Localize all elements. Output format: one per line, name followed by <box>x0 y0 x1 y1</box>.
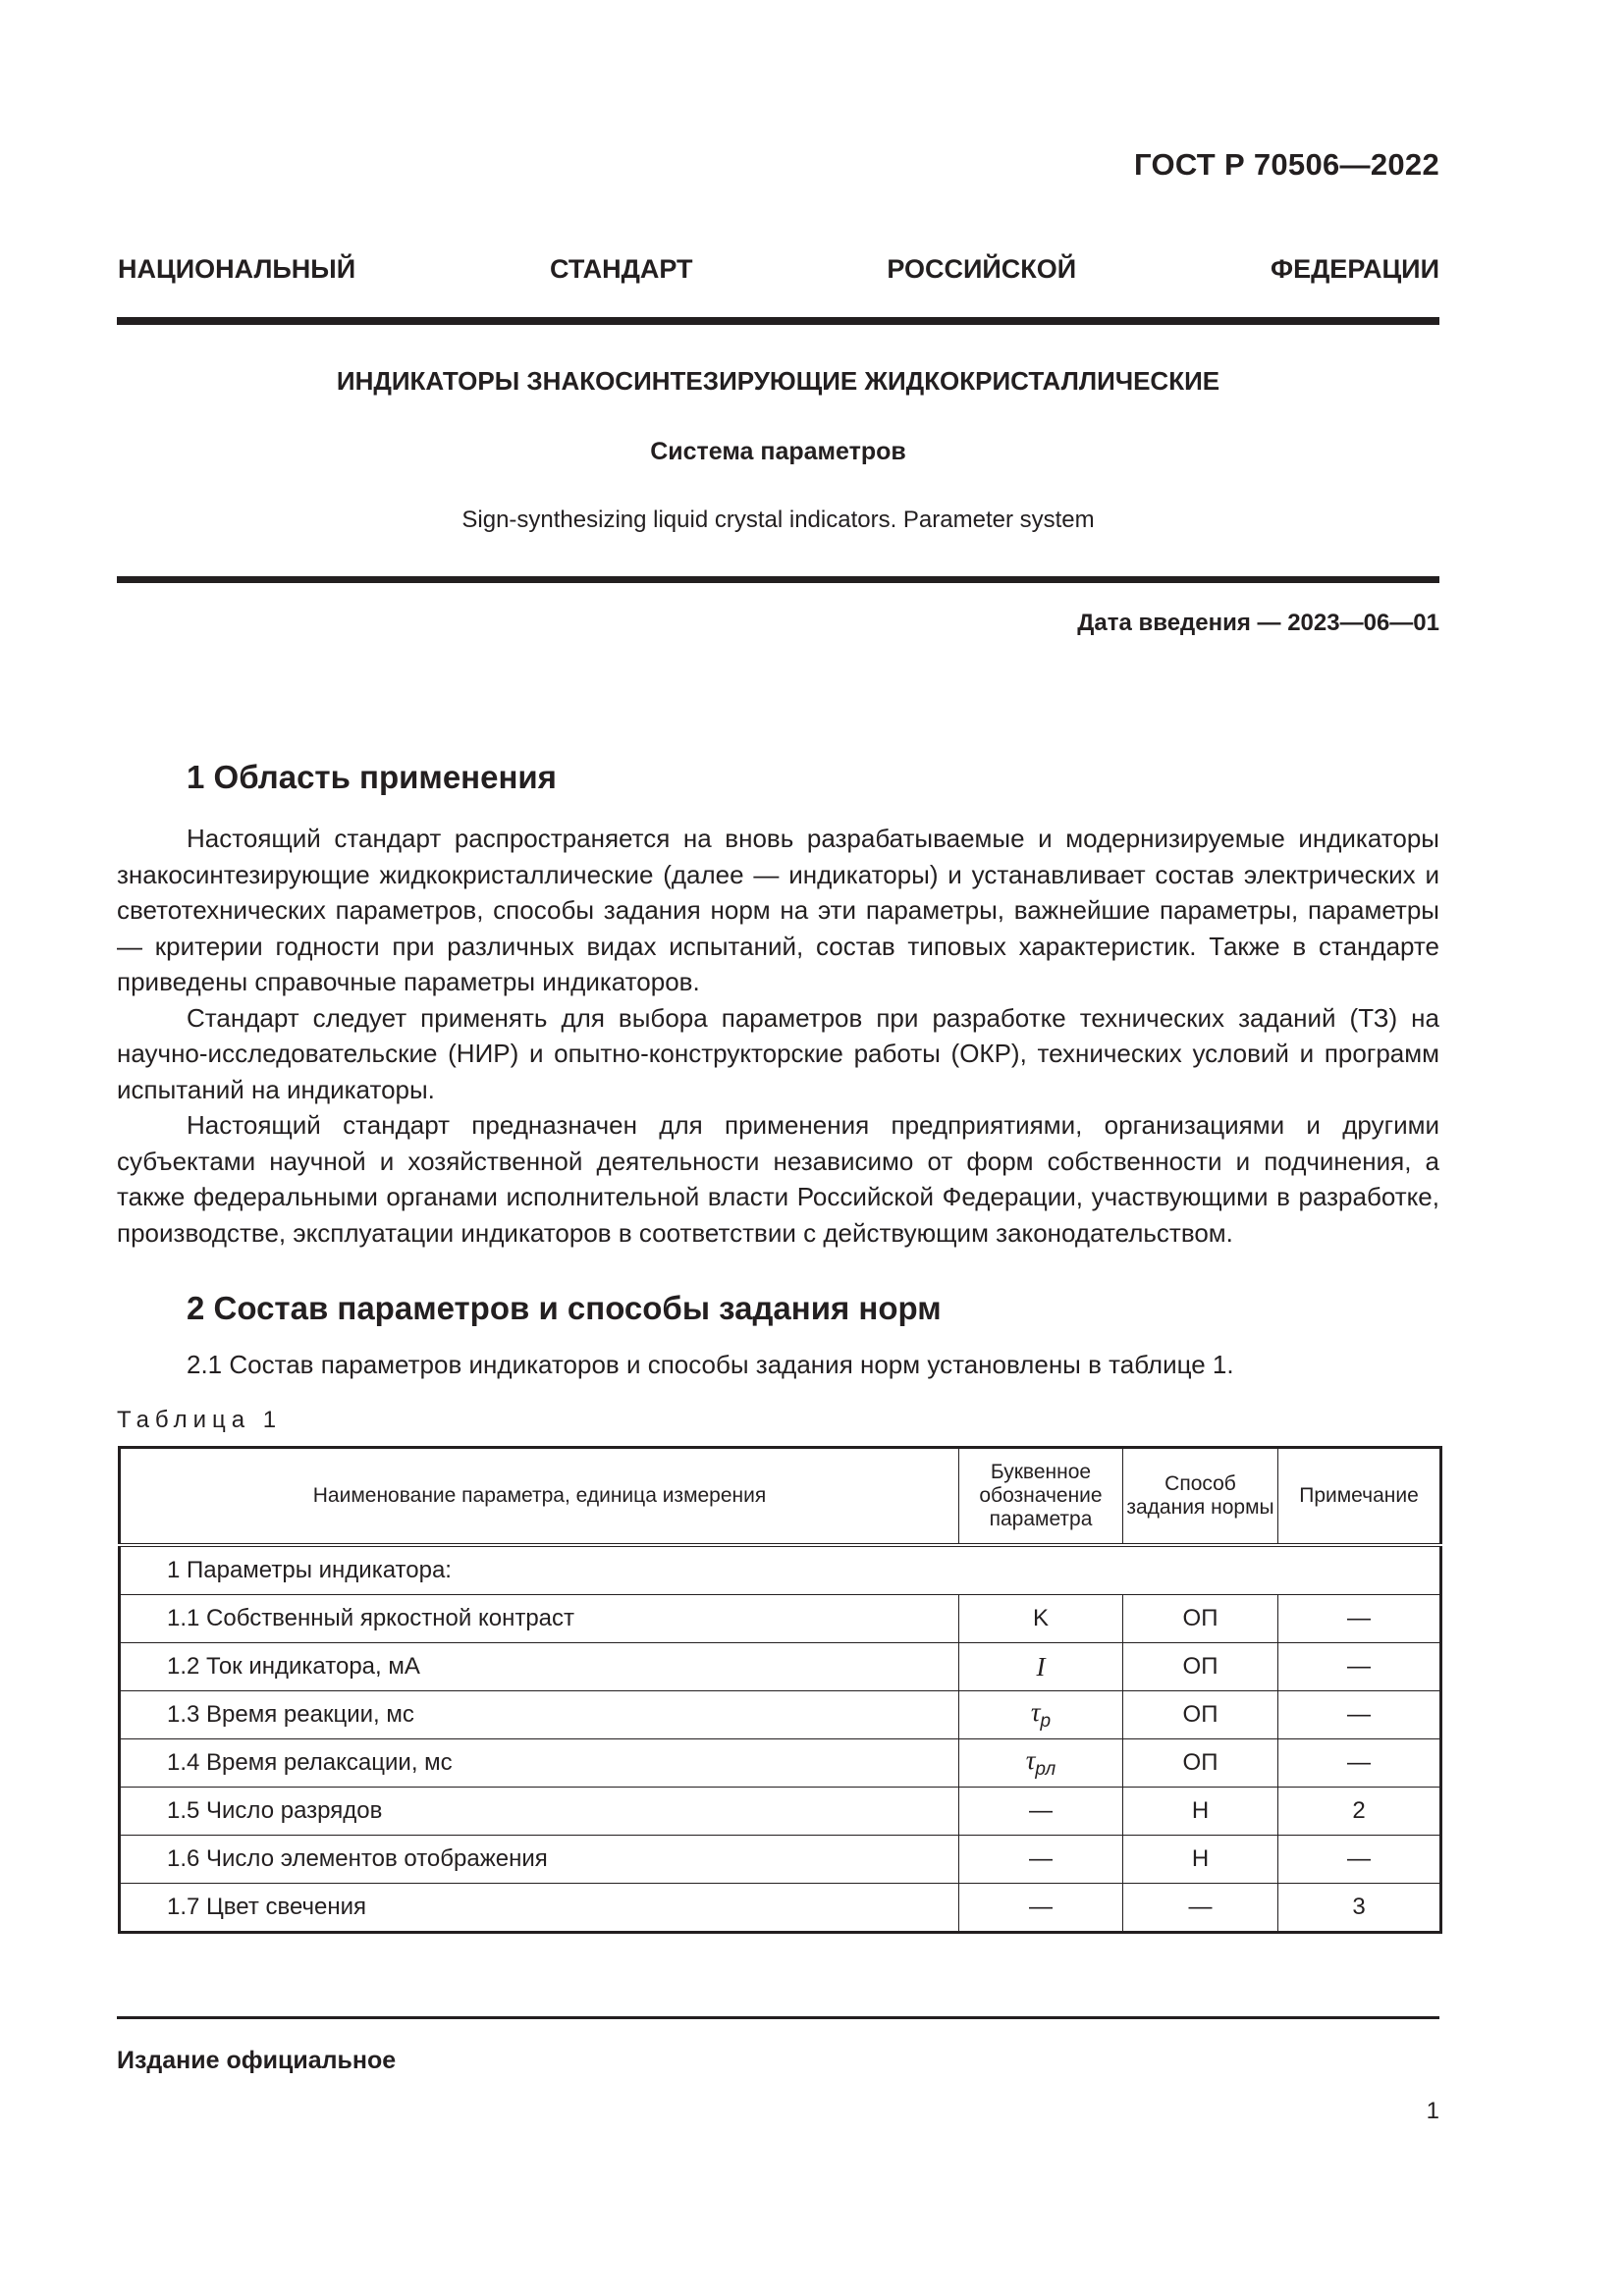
section-1-paragraph: Настоящий стандарт предназначен для применения предприятиями, организациями и другими субъектами научной и хозяйственной деятельности независимо от форм собственности и подчинения, а также федеральными органами исполнительной власти Российской Федерации, участвующими в разработке, производстве, эксплуатации индикаторов в соответствии с действующим законодательством. <box>117 1110 1439 1248</box>
footer-rule <box>117 2016 1439 2019</box>
note: — <box>1278 1691 1441 1739</box>
parameters-table <box>118 1446 1442 1934</box>
document-subtitle: Система параметров <box>650 438 906 465</box>
table-row <box>120 1595 1441 1643</box>
parameter-name: 1.1 Собственный яркостной контраст <box>120 1595 959 1643</box>
symbol-subscript: рл <box>1035 1759 1056 1780</box>
header-parameter-name: Наименование параметра, единица измерения <box>120 1448 959 1546</box>
parameter-symbol: — <box>959 1788 1123 1836</box>
table-group-row <box>120 1545 1441 1595</box>
note: — <box>1278 1836 1441 1884</box>
note: — <box>1278 1643 1441 1691</box>
parameter-symbol: — <box>959 1836 1123 1884</box>
table-header-row <box>120 1448 1441 1546</box>
table-caption: Таблица 1 <box>117 1407 283 1433</box>
gost-number: ГОСТ Р 70506—2022 <box>1134 147 1439 182</box>
parameter-symbol: — <box>959 1884 1123 1933</box>
group-label: 1 Параметры индикатора: <box>120 1545 1441 1595</box>
norm-method: — <box>1123 1884 1278 1933</box>
document-title: ИНДИКАТОРЫ ЗНАКОСИНТЕЗИРУЮЩИЕ ЖИДКОКРИСТАЛЛИЧЕСКИЕ <box>336 366 1220 396</box>
page-number: 1 <box>1426 2098 1439 2124</box>
section-1-paragraph: Настоящий стандарт распространяется на вновь разрабатываемые и модернизируемые индикаторы знакосинтезирующие жидкокристаллические (далее — индикаторы) и устанавливает состав электрических и светотехнических параметров, способы задания норм на эти параметры, важнейшие параметры, параметры — критерии годности при различных видах испытаний, состав типовых характеристик. Также в стандарте приведены справочные параметры индикаторов. <box>117 824 1439 996</box>
english-title: Sign-synthesizing liquid crystal indicators. Parameter system <box>461 507 1095 533</box>
parameter-symbol <box>959 1739 1123 1788</box>
table-row <box>120 1788 1441 1836</box>
parameter-name: 1.3 Время реакции, мс <box>120 1691 959 1739</box>
parameter-name: 1.7 Цвет свечения <box>120 1884 959 1933</box>
note: — <box>1278 1595 1441 1643</box>
parameter-symbol <box>959 1643 1123 1691</box>
section-2-heading: 2 Состав параметров и способы задания норм <box>187 1290 942 1326</box>
paragraph-2-1: 2.1 Состав параметров индикаторов и способы задания норм установлены в таблице 1. <box>187 1350 1234 1379</box>
norm-method: ОП <box>1123 1691 1278 1739</box>
norm-method: Н <box>1123 1788 1278 1836</box>
note: 2 <box>1278 1788 1441 1836</box>
table-row <box>120 1643 1441 1691</box>
header-norm-method: Способ задания нормы <box>1123 1448 1278 1546</box>
parameter-name: 1.6 Число элементов отображения <box>120 1836 959 1884</box>
parameter-name: 1.4 Время релаксации, мс <box>120 1739 959 1788</box>
top-rule <box>117 317 1439 325</box>
official-edition: Издание официальное <box>117 2047 397 2074</box>
parameter-name: 1.2 Ток индикатора, мА <box>120 1643 959 1691</box>
section-1-body <box>117 821 1439 1251</box>
norm-method: ОП <box>1123 1739 1278 1788</box>
note: 3 <box>1278 1884 1441 1933</box>
symbol-main: K <box>1032 1605 1049 1631</box>
norm-method: ОП <box>1123 1643 1278 1691</box>
parameter-name: 1.5 Число разрядов <box>120 1788 959 1836</box>
title-rule <box>117 576 1439 583</box>
symbol-subscript: р <box>1040 1711 1052 1732</box>
parameter-symbol <box>959 1595 1123 1643</box>
section-1-heading: 1 Область применения <box>187 759 557 795</box>
note: — <box>1278 1739 1441 1788</box>
introduction-date: Дата введения — 2023—06—01 <box>1077 610 1439 636</box>
symbol-main: I <box>1036 1651 1046 1682</box>
national-standard-banner: НАЦИОНАЛЬНЫЙ СТАНДАРТ РОССИЙСКОЙ ФЕДЕРАЦИИ <box>118 254 1439 284</box>
header-note: Примечание <box>1278 1448 1441 1546</box>
table-row <box>120 1884 1441 1933</box>
table-row <box>120 1691 1441 1739</box>
symbol-main: $\tau_{рл}$ <box>1025 1745 1056 1780</box>
parameter-symbol <box>959 1691 1123 1739</box>
section-1-paragraph: Стандарт следует применять для выбора параметров при разработке технических заданий (ТЗ) на научно-исследовательские (НИР) и опытно-конструкторские работы (ОКР), технических условий и программ испытаний на индикаторы. <box>117 1002 1439 1104</box>
table-row <box>120 1739 1441 1788</box>
table-row <box>120 1836 1441 1884</box>
norm-method: Н <box>1123 1836 1278 1884</box>
header-symbol: Буквенное обозначение параметра <box>959 1448 1123 1546</box>
norm-method: ОП <box>1123 1595 1278 1643</box>
symbol-main: $\tau_р$ <box>1030 1697 1052 1732</box>
